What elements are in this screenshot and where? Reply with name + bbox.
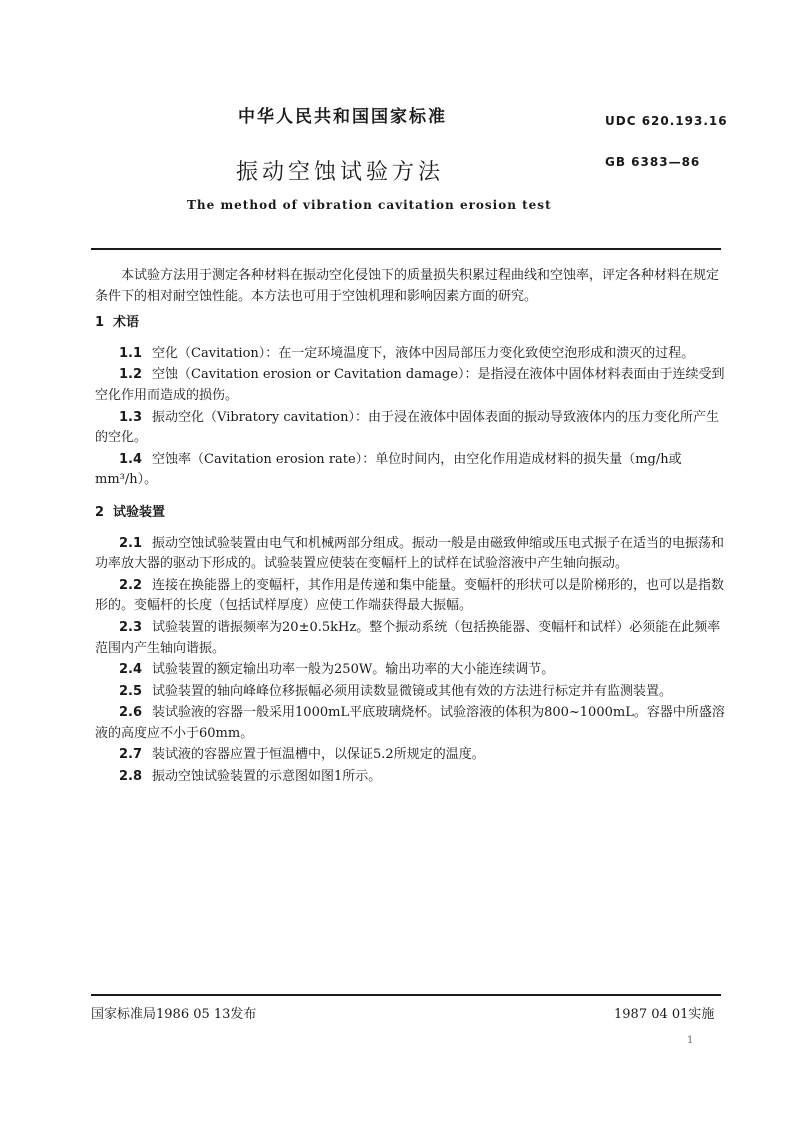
clause-number: 1.2 [119, 367, 143, 383]
footer-divider [91, 994, 721, 996]
effective-date: 1987 04 01实施 [614, 1007, 715, 1022]
page-number: 1 [687, 1035, 694, 1046]
clause-number: 2.1 [119, 535, 143, 551]
issue-date: 国家标准局1986 05 13发布 [91, 1007, 257, 1022]
clause-2-3 [95, 618, 725, 659]
clause-2-6 [95, 703, 725, 744]
section-title: 试验装置 [113, 504, 166, 520]
clause-text: 振动空化（Vibratory cavitation）：由于浸在液体中固体表面的振动导致液体内的压力变化所产生的空化。 [95, 409, 719, 446]
gb-code: GB 6383—86 [605, 155, 701, 169]
clause-text: 试验装置的谐振频率为20±0.5kHz。整个振动系统（包括换能器、变幅杆和试样）必须能在此频率范围内产生轴向谐振。 [95, 619, 721, 656]
document-body [95, 266, 725, 789]
clause-1-3 [95, 408, 725, 449]
clause-text: 装试液的容器应置于恒温槽中，以保证5.2所规定的温度。 [152, 747, 485, 763]
clause-text: 试验装置的额定输出功率一般为250W。输出功率的大小能连续调节。 [152, 662, 555, 678]
clause-number: 2.4 [119, 662, 143, 678]
clause-text: 空蚀率（Cavitation erosion rate）：单位时间内，由空化作用造成材料的损失量（mg/h或mm³/h）。 [95, 451, 682, 488]
clause-number: 1.3 [119, 409, 143, 425]
clause-number: 2.2 [119, 577, 143, 593]
clause-2-8 [95, 767, 725, 788]
clause-text: 空蚀（Cavitation erosion or Cavitation damage）：是指浸在液体中固体材料表面由于连续受到空化作用而造成的损伤。 [95, 367, 725, 403]
intro-paragraph: 本试验方法用于测定各种材料在振动空化侵蚀下的质量损失积累过程曲线和空蚀率，评定各种材料在规定条件下的相对耐空蚀性能。本方法也可用于空蚀机理和影响因素方面的研究。 [95, 268, 720, 304]
clause-text: 连接在换能器上的变幅杆，其作用是传递和集中能量。变幅杆的形状可以是阶梯形的，也可以是指数形的。变幅杆的长度（包括试样厚度）应使工作端获得最大振幅。 [95, 577, 725, 614]
clause-1-2 [95, 365, 725, 406]
document-title-cn: 振动空蚀试验方法 [236, 160, 445, 185]
section-number: 2 [95, 504, 105, 520]
clause-2-1 [95, 534, 725, 575]
clause-text: 振动空蚀试验装置由电气和机械两部分组成。振动一般是由磁致伸缩或压电式振子在适当的电振荡和功率放大器的驱动下形成的。试验装置应使装在变幅杆上的试样在试验溶液中产生轴向振动。 [95, 535, 725, 572]
clause-1-4 [95, 450, 725, 491]
clause-text: 振动空蚀试验装置的示意图如图1所示。 [152, 769, 382, 785]
clause-2-4 [95, 660, 725, 681]
clause-2-2 [95, 576, 725, 617]
section-heading-2 [95, 503, 725, 524]
udc-code: UDC 620.193.16 [605, 114, 728, 128]
clause-number: 1.4 [119, 451, 143, 467]
country-standard-heading: 中华人民共和国国家标准 [238, 107, 447, 127]
clause-number: 2.6 [119, 705, 143, 721]
clause-1-1 [95, 344, 725, 365]
clause-text: 装试验液的容器一般采用1000mL平底玻璃烧杯。试验溶液的体积为800~1000mL。容器中所盛溶液的高度应不小于60mm。 [95, 705, 725, 741]
document-title-en: The method of vibration cavitation erosion test [187, 198, 552, 212]
clause-2-7 [95, 745, 725, 766]
clause-number: 2.3 [119, 619, 143, 635]
clause-number: 2.7 [119, 747, 143, 763]
header-divider [91, 248, 721, 250]
clause-text: 空化（Cavitation）：在一定环境温度下，液体中因局部压力变化致使空泡形成和溃灭的过程。 [152, 345, 695, 361]
clause-number: 2.8 [119, 769, 143, 785]
clause-text: 试验装置的轴向峰峰位移振幅必须用读数显微镜或其他有效的方法进行标定并有监测装置。 [152, 683, 673, 699]
section-number: 1 [95, 315, 105, 331]
clause-2-5 [95, 682, 725, 703]
clause-number: 1.1 [119, 345, 143, 361]
section-heading-1 [95, 313, 725, 334]
clause-number: 2.5 [119, 683, 143, 699]
section-title: 术语 [113, 315, 140, 331]
